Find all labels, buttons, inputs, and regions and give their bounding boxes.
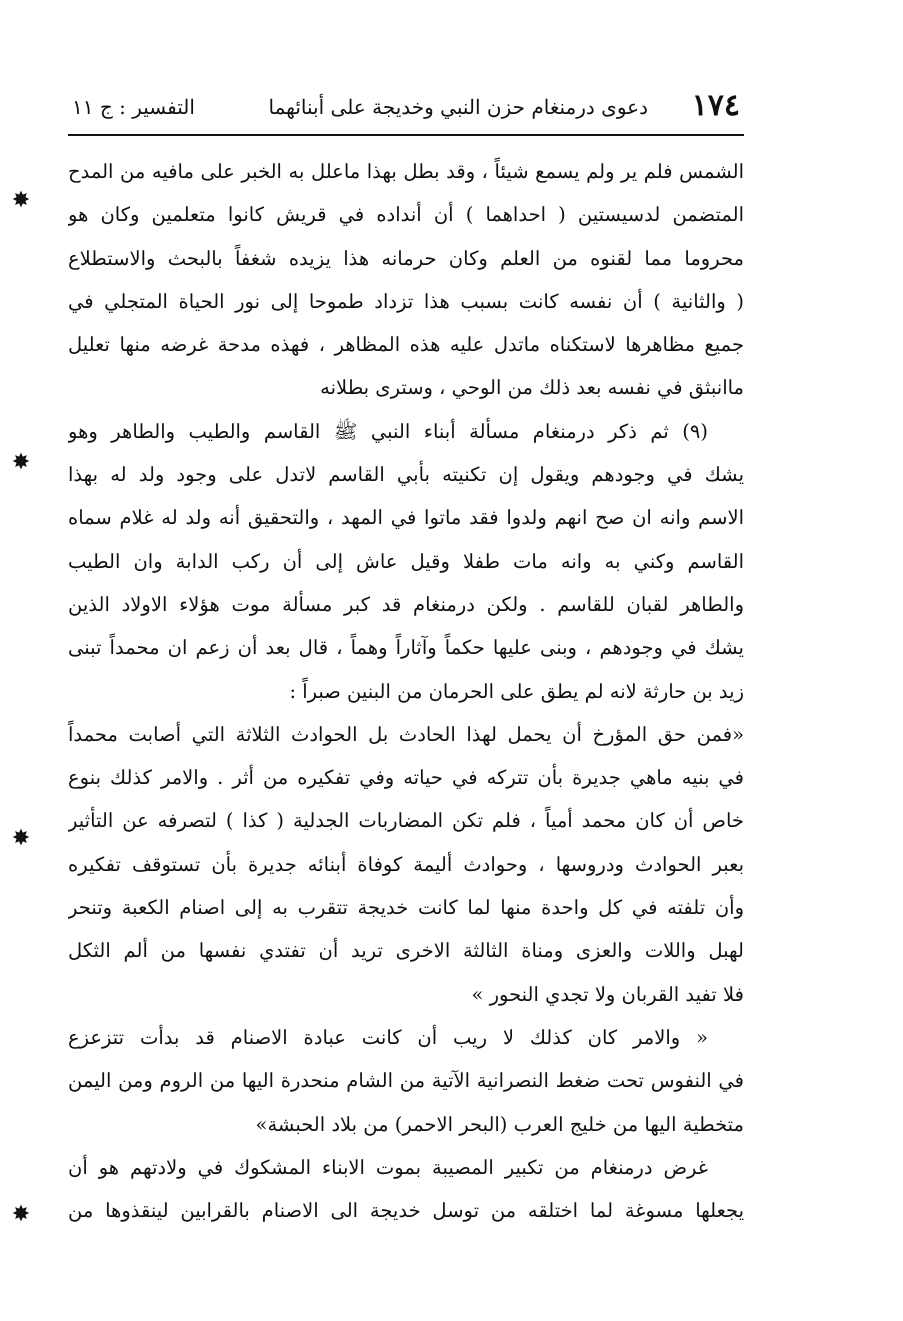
text-line: القاسم وكني به وانه مات طفلا وقيل عاش إلى أن ركب الدابة وان الطيب — [68, 549, 744, 573]
header-rule — [68, 134, 744, 136]
book-reference: التفسير : ج ١١ — [72, 95, 195, 119]
text-line: زيد بن حارثة لانه لم يطق على الحرمان من البنين صبراً : — [289, 679, 744, 703]
asterisk-mark-icon: ✸ — [11, 1202, 31, 1227]
text-line: « والامر كان كذلك لا ريب أن كانت عبادة الاصنام قد بدأت تتزعزع — [68, 1025, 708, 1049]
text-line: في النفوس تحت ضغط النصرانية الآتية من الشام منحدرة اليها من الروم ومن اليمن — [68, 1069, 744, 1093]
text-line: في بنيه ماهي جديرة بأن تتركه في حياته وفي تفكيره من أثر . والامر كذلك بنوع — [68, 766, 744, 790]
text-line: المتضمن لدسيستين ( احداهما ) أن أنداده في قريش كانوا متعلمين وكان هو — [68, 203, 744, 227]
text-line: جميع مظاهرها لاستكناه ماتدل عليه هذه المظاهر ، فهذه مدحة غرضه منها تعليل — [68, 333, 744, 357]
text-line: يشك في وجودهم ، وبنى عليها حكماً وآثاراً وهماً ، قال بعد أن زعم ان محمداً تبنى — [68, 636, 744, 660]
text-line: الشمس فلم ير ولم يسمع شيئاً ، وقد بطل بهذا ماعلل به الخبر على مافيه من المدح — [68, 160, 744, 183]
text-line: «فمن حق المؤرخ أن يحمل لهذا الحادث بل الحوادث الثلاثة التي أصابت محمداً — [68, 722, 744, 746]
text-line: متخطية اليها من خليج العرب (البحر الاحمر) من بلاد الحبشة» — [255, 1112, 744, 1136]
text-line: ماانبثق في نفسه بعد ذلك من الوحي ، وسترى بطلانه — [320, 376, 744, 400]
body-text — [68, 150, 744, 1232]
asterisk-mark-icon: ✸ — [11, 188, 31, 213]
text-line: خاص أن كان محمد أمياً ، فلم تكن المضاربات الجدلية ( كذا ) لتصرفه عن التأثير — [68, 809, 744, 833]
text-line: محروما مما لقنوه من العلم وكان حرمانه هذا يزيده شغفاً بالبحث والاستطلاع — [68, 246, 744, 270]
asterisk-mark-icon: ✸ — [11, 450, 31, 475]
page-header — [72, 86, 740, 130]
text-line: لهبل واللات والعزى ومناة الثالثة الاخرى تريد أن تفتدي نفسها من ألم الثكل — [68, 939, 744, 963]
text-line: بعبر الحوادث ودروسها ، وحوادث أليمة كوفاة أبنائه جديرة بأن تستوقف تفكيره — [68, 852, 744, 876]
running-title: دعوى درمنغام حزن النبي وخديجة على أبنائهما — [268, 95, 648, 119]
text-line: (٩) ثم ذكر درمنغام مسألة أبناء النبي ﷺ القاسم والطيب والطاهر وهو — [68, 419, 708, 443]
text-line: يشك في وجودهم ويقول إن تكنيته بأبي القاسم لاتدل على وجود ولد له بهذا — [68, 463, 744, 487]
text-line: يجعلها مسوغة لما اختلقه من توسل خديجة الى الاصنام بالقرابين لينقذوها من — [68, 1199, 744, 1223]
page-number: ١٧٤ — [691, 88, 740, 123]
text-line: والطاهر لقبان للقاسم . ولكن درمنغام قد كبر مسألة موت هؤلاء الاولاد الذين — [68, 592, 744, 616]
text-line: الاسم وانه ان صح انهم ولدوا فقد ماتوا في المهد ، والتحقيق أنه ولد له غلام سماه — [68, 506, 744, 530]
asterisk-mark-icon: ✸ — [11, 826, 31, 851]
text-line: فلا تفيد القربان ولا تجدي النحور » — [471, 982, 744, 1006]
text-line: غرض درمنغام من تكبير المصيبة بموت الابناء المشكوك في ولادتهم هو أن — [68, 1155, 708, 1179]
text-line: ( والثانية ) أن نفسه كانت بسبب هذا تزداد طموحا إلى نور الحياة المتجلي في — [68, 289, 744, 313]
text-line: وأن تلفته في كل واحدة منها لما كانت خديجة تتقرب به إلى اصنام الكعبة وتنحر — [68, 896, 744, 920]
